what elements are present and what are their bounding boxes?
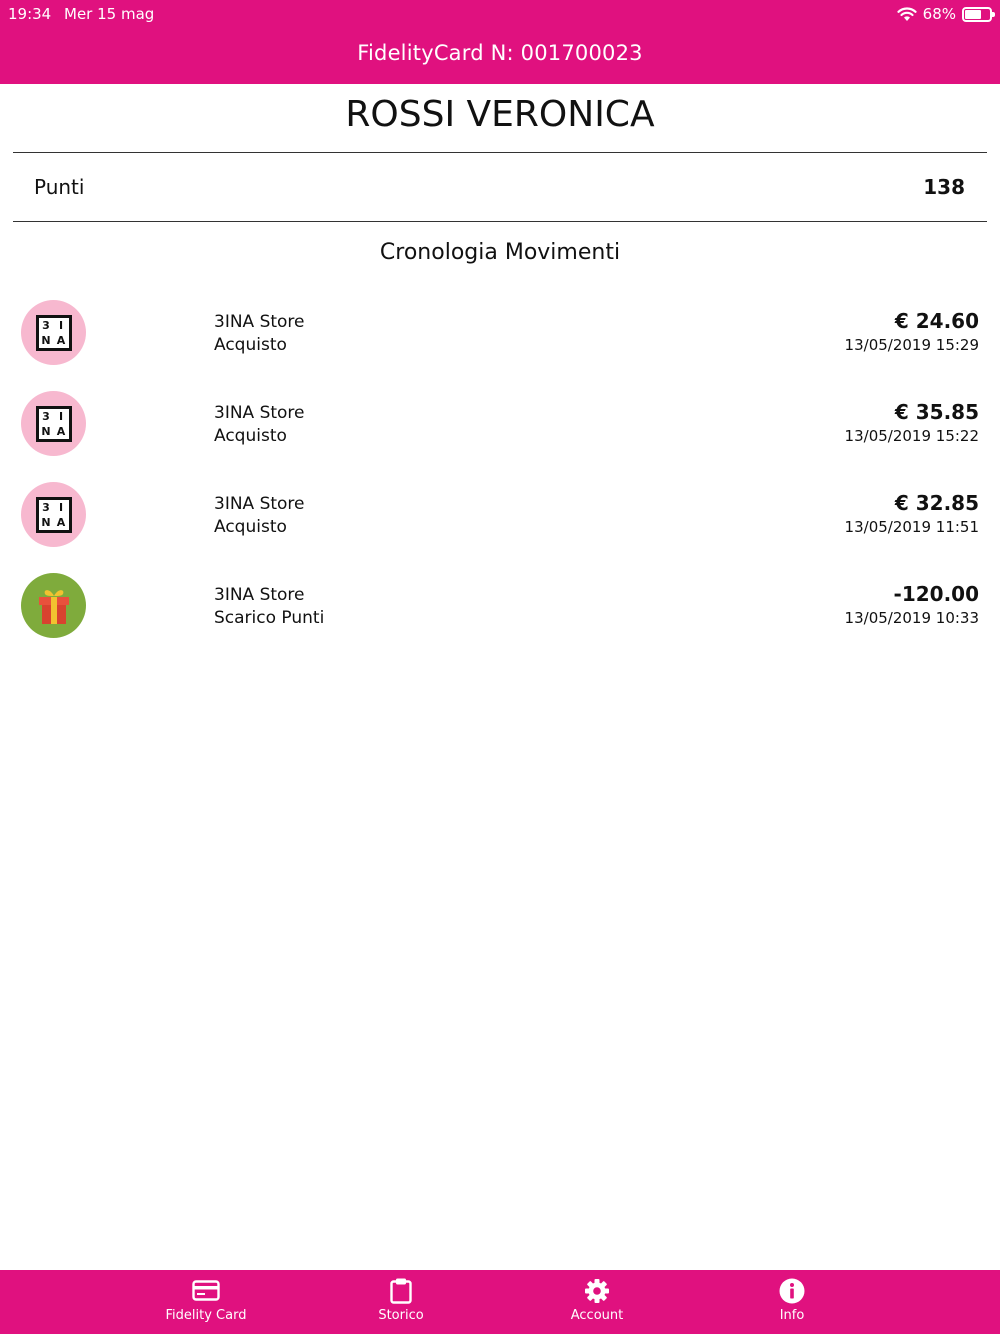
battery-icon [962, 7, 992, 22]
logo-letter: I [58, 500, 64, 514]
logo-letter: I [58, 318, 64, 332]
transaction-row[interactable] [0, 378, 1000, 469]
transaction-datetime: 13/05/2019 15:29 [844, 336, 979, 354]
clipboard-icon [387, 1278, 415, 1304]
history-title: Cronologia Movimenti [379, 240, 621, 265]
store-logo [36, 315, 72, 351]
transaction-datetime: 13/05/2019 11:51 [844, 518, 979, 536]
status-time: 19:34 [8, 5, 52, 23]
tab-label: Info [779, 1308, 805, 1323]
transaction-amount: € 32.85 [894, 491, 979, 515]
status-date: Mer 15 mag [64, 5, 155, 23]
store-logo-icon [21, 482, 86, 547]
bottom-tab-bar [0, 1270, 1000, 1334]
logo-letter: I [58, 409, 64, 423]
transaction-type: Acquisto [214, 426, 287, 446]
tab-label: Account [570, 1308, 624, 1323]
battery-percent: 68% [922, 5, 956, 23]
tab-label: Fidelity Card [165, 1308, 247, 1323]
points-label: Punti [34, 175, 85, 199]
gift-icon [21, 573, 86, 638]
transaction-amount: € 24.60 [894, 309, 979, 333]
tab-info[interactable] [712, 1270, 872, 1334]
battery-fill [965, 10, 981, 19]
points-value: 138 [923, 175, 965, 199]
gear-icon [583, 1278, 611, 1304]
transaction-amount: € 35.85 [894, 400, 979, 424]
transaction-datetime: 13/05/2019 15:22 [844, 427, 979, 445]
transaction-amount: -120.00 [893, 582, 979, 606]
logo-letter: N [41, 424, 51, 438]
transaction-datetime: 13/05/2019 10:33 [844, 609, 979, 627]
transaction-store: 3INA Store [214, 585, 305, 605]
logo-letter: A [56, 424, 66, 438]
logo-letter: 3 [42, 318, 50, 332]
tab-fidelity-card[interactable] [126, 1270, 286, 1334]
transaction-store: 3INA Store [214, 403, 305, 423]
tab-account[interactable] [517, 1270, 677, 1334]
logo-letter: N [41, 333, 51, 347]
transaction-row[interactable] [0, 560, 1000, 651]
transaction-list [0, 287, 1000, 651]
divider [13, 221, 987, 222]
store-logo [36, 497, 72, 533]
transaction-store: 3INA Store [214, 494, 305, 514]
logo-letter: 3 [42, 409, 50, 423]
top-bar [0, 0, 1000, 84]
transaction-type: Scarico Punti [214, 608, 325, 628]
logo-letter: A [56, 333, 66, 347]
transaction-row[interactable] [0, 287, 1000, 378]
card-icon [192, 1278, 220, 1304]
logo-letter: N [41, 515, 51, 529]
logo-letter: A [56, 515, 66, 529]
store-logo-icon [21, 391, 86, 456]
tab-label: Storico [378, 1308, 424, 1323]
gift-icon-graphic [34, 585, 74, 627]
transaction-type: Acquisto [214, 517, 287, 537]
transaction-row[interactable] [0, 469, 1000, 560]
points-row [13, 153, 987, 221]
store-logo-icon [21, 300, 86, 365]
transaction-store: 3INA Store [214, 312, 305, 332]
store-logo [36, 406, 72, 442]
logo-letter: 3 [42, 500, 50, 514]
info-icon [778, 1278, 806, 1304]
wifi-icon [897, 6, 917, 22]
transaction-type: Acquisto [214, 335, 287, 355]
tab-storico[interactable] [321, 1270, 481, 1334]
customer-name: ROSSI VERONICA [345, 94, 655, 135]
header-title: FidelityCard N: 001700023 [357, 41, 643, 65]
status-indicators [897, 3, 992, 25]
